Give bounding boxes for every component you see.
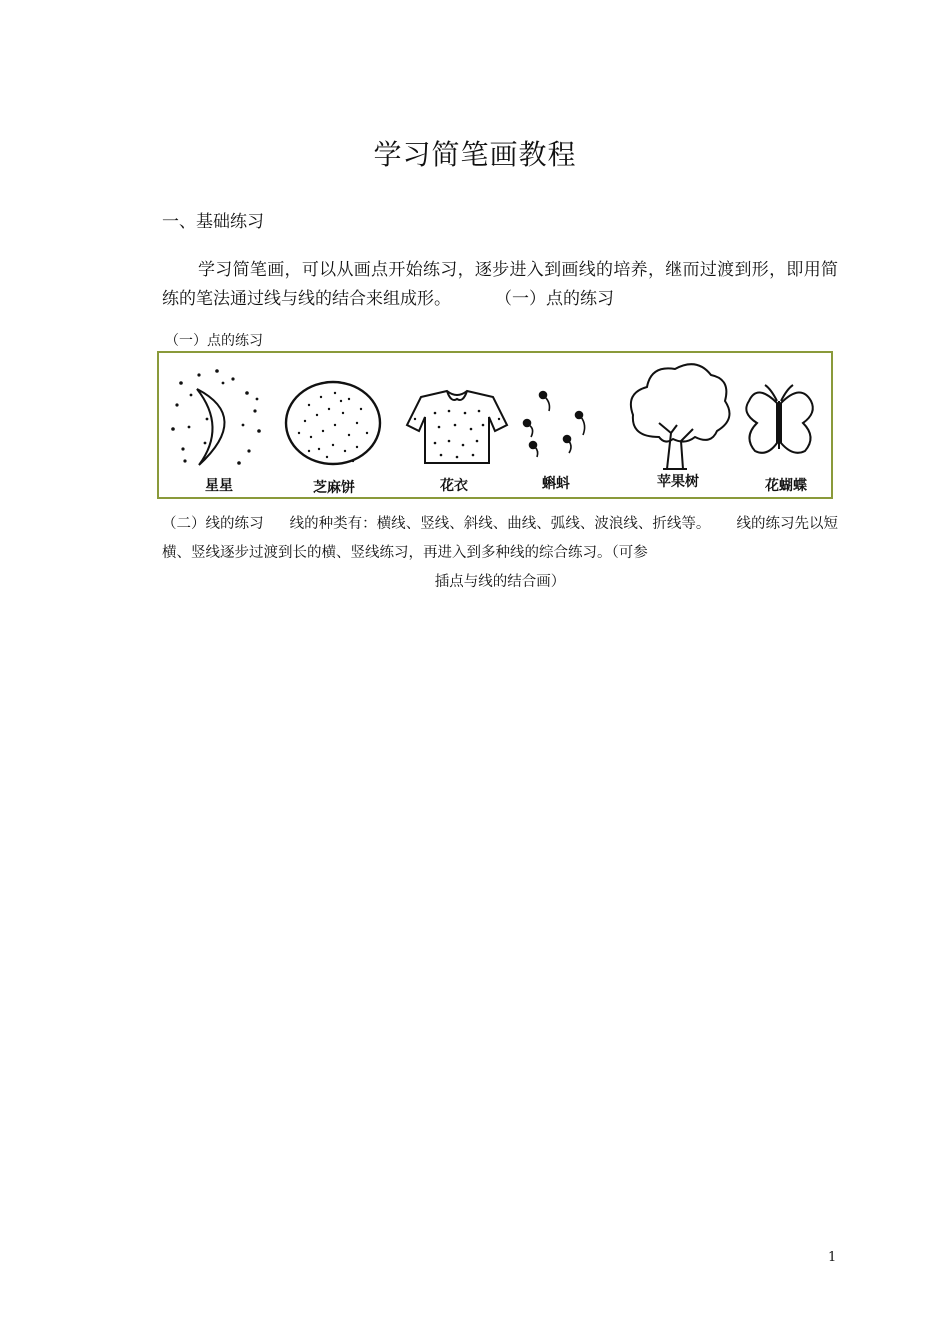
page-number: 1 [828,1250,837,1265]
line-practice-paragraph [162,510,838,597]
apple-tree-icon [631,364,730,469]
section-heading: 一、基础练习 [162,212,264,232]
dotted-shirt-icon [407,391,507,463]
tadpoles-icon [524,392,585,458]
line-practice-text-1: 线的种类有：横线、竖线、斜线、曲线、弧线、波浪线、折线等。 [289,516,711,532]
figure-label-butterfly: 花蝴蝶 [765,478,807,494]
butterfly-icon [746,385,812,453]
intro-trailing-heading: （一）点的练习 [495,289,614,309]
page-title: 学习简笔画教程 [373,138,577,171]
dot-practice-figure [157,351,833,499]
figure-caption: （一）点的练习 [165,333,263,349]
intro-paragraph [162,256,838,314]
figure-label-apple-tree: 苹果树 [657,474,699,490]
line-practice-text-3: 插点与线的结合画） [434,574,566,590]
line-practice-text-2: 线的练习先以短横、竖线逐步过渡到长的横、竖线练习，再进入到多种线的综合练习。（可参 [162,516,839,561]
figure-label-tadpoles: 蝌蚪 [542,476,570,492]
figure-label-stars: 星星 [205,478,233,494]
line-practice-heading: （二）线的练习 [162,516,264,532]
sesame-cake-icon [286,382,380,464]
intro-text: 学习简笔画，可以从画点开始练习，逐步进入到画线的培养，继而过渡到形，即用简练的笔法通过线与线的结合来组成形。 [162,260,838,309]
figure-label-dotted-shirt: 花衣 [440,478,468,494]
figure-label-sesame-cake: 芝麻饼 [313,480,355,496]
moon-stars-icon [171,369,261,465]
